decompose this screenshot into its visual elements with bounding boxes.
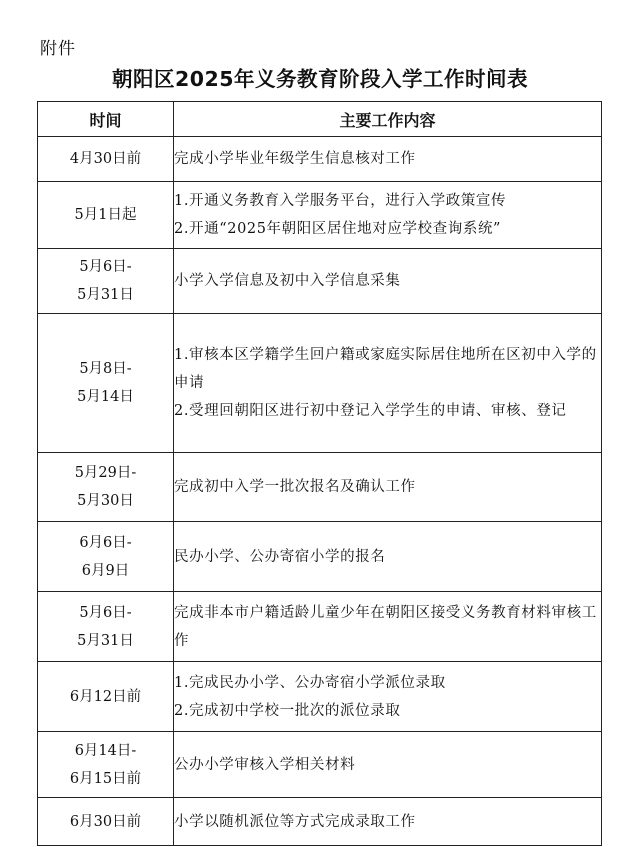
table-row [38,314,602,453]
table-row [38,798,602,846]
table-row [38,249,602,314]
schedule-table [37,101,602,846]
content-item: 完成非本市户籍适龄儿童少年在朝阳区接受义务教育材料审核工作 [174,604,597,649]
row-content-cell [174,314,602,453]
row-content-cell [174,732,602,798]
content-item: 小学入学信息及初中入学信息采集 [174,273,401,289]
table-row [38,137,602,182]
content-item: 1.开通义务教育入学服务平台，进行入学政策宣传 [174,193,507,209]
row-time-cell [38,314,174,453]
content-item: 小学以随机派位等方式完成录取工作 [174,813,416,830]
table-row [38,182,602,249]
time-line: 5月29日- [74,465,137,481]
time-line: 6月14日- [74,742,137,759]
row-content-cell [174,662,602,732]
row-time-cell [38,249,174,314]
row-time-cell [38,182,174,249]
row-content-cell [174,522,602,592]
row-time-cell [38,522,174,592]
time-line: 6月9日 [81,562,130,579]
row-time-cell [38,137,174,182]
attachment-label: 附件 [40,39,76,59]
time-line: 5月6日- [79,604,132,621]
content-item: 1.完成民办小学、公办寄宿小学派位录取 [174,674,446,691]
table-header-row [38,102,602,137]
row-time-cell [38,732,174,798]
table-row [38,453,602,522]
time-line: 5月14日 [77,389,134,405]
content-item: 公办小学审核入学相关材料 [174,756,356,773]
header-content: 主要工作内容 [174,102,602,137]
time-line: 5月30日 [77,493,134,509]
content-item: 2.受理回朝阳区进行初中登记入学学生的申请、审核、登记 [174,403,567,419]
time-line: 5月8日- [79,361,132,377]
time-line: 4月30日前 [69,151,142,167]
row-content-cell [174,798,602,846]
time-line: 5月6日- [79,259,132,275]
row-content-cell [174,249,602,314]
content-item: 民办小学、公办寄宿小学的报名 [174,548,386,565]
row-content-cell [174,137,602,182]
table-row [38,592,602,662]
row-content-cell [174,182,602,249]
content-item: 2.开通“2025年朝阳区居住地对应学校查询系统” [174,221,502,237]
content-item: 完成初中入学一批次报名及确认工作 [174,479,416,495]
table-row [38,732,602,798]
row-time-cell [38,662,174,732]
row-time-cell [38,798,174,846]
content-item: 1.审核本区学籍学生回户籍或家庭实际居住地所在区初中入学的申请 [174,347,597,391]
time-line: 6月6日- [79,534,132,551]
table-row [38,522,602,592]
time-line: 6月12日前 [69,688,142,705]
header-time: 时间 [38,102,174,137]
time-line: 5月31日 [77,632,134,649]
time-line: 6月15日前 [69,770,142,787]
row-time-cell [38,453,174,522]
table-row [38,662,602,732]
time-line: 5月31日 [77,287,134,303]
row-content-cell [174,592,602,662]
time-line: 5月1日起 [74,207,137,223]
row-time-cell [38,592,174,662]
content-item: 2.完成初中学校一批次的派位录取 [174,702,401,719]
document-title: 朝阳区2025年义务教育阶段入学工作时间表 [111,67,529,91]
content-item: 完成小学毕业年级学生信息核对工作 [174,151,416,167]
row-content-cell [174,453,602,522]
time-line: 6月30日前 [69,813,142,830]
